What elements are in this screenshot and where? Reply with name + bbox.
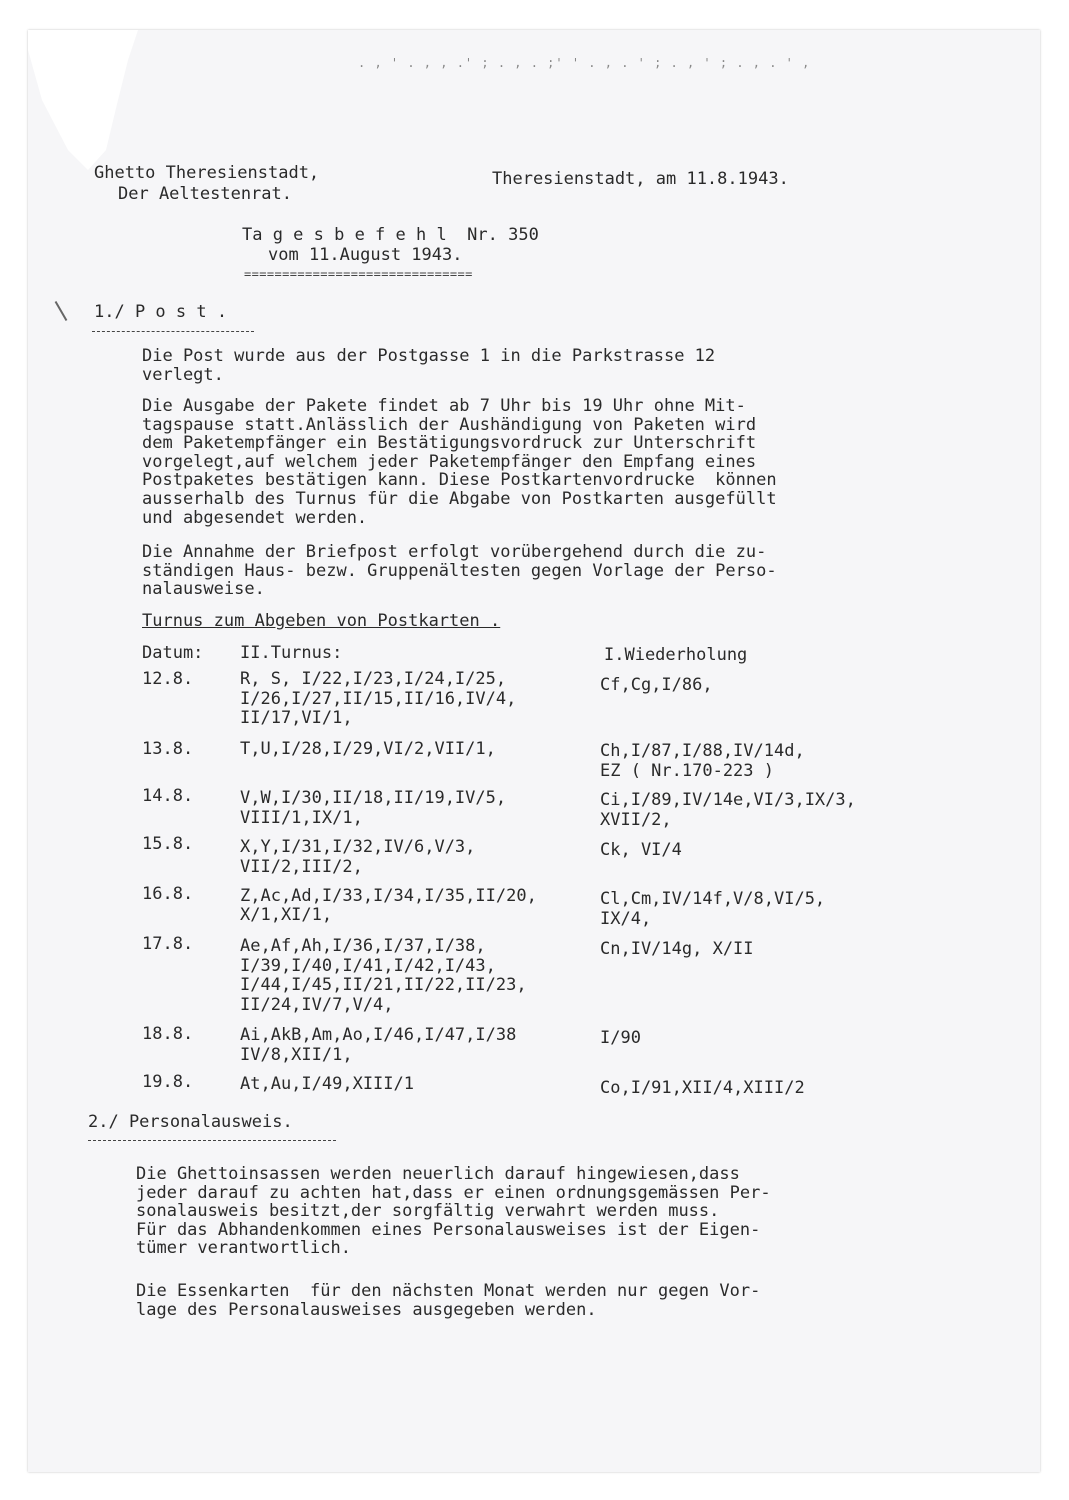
post-paragraph-1: Die Post wurde aus der Postgasse 1 in die Parkstrasse 12 verlegt. (142, 346, 716, 385)
document-date-line: vom 11.August 1943. (268, 245, 463, 265)
row-repeat: Cf,Cg,I/86, (600, 675, 713, 695)
ausweis-paragraph-1: Die Ghettoinsassen werden neuerlich darauf hingewiesen,dass jeder darauf zu achten hat,dass er einen ordnungsgemässen Per- sonalausweis besitzt,der sorgfältig verwahrt werden muss. Für das Abhandenkommen eines Personalausweises ist der Eigen- tümer verantwortlich. (136, 1164, 771, 1259)
row-repeat: Ci,I/89,IV/14e,VI/3,IX/3, XVII/2, (600, 790, 856, 830)
row-groups: R, S, I/22,I/23,I/24,I/25, I/26,I/27,II/15,II/16,IV/4, II/17,VI/1, (240, 669, 517, 728)
org-line-1: Ghetto Theresienstadt, (94, 163, 320, 183)
document-title: Ta g e s b e f e h l Nr. 350 (242, 225, 539, 245)
row-date: 19.8. (142, 1072, 194, 1092)
col-turnus-header: II.Turnus: (240, 643, 343, 663)
post-paragraph-3: Die Annahme der Briefpost erfolgt vorübergehend durch die zu- ständigen Haus- bezw. Gruppenältesten gegen Vorlage der Perso- nalausweise. (142, 542, 777, 600)
row-repeat: Cl,Cm,IV/14f,V/8,VI/5, IX/4, (600, 889, 826, 929)
col-date-header: Datum: (142, 643, 204, 663)
post-paragraph-2: Die Ausgabe der Pakete findet ab 7 Uhr bis 19 Uhr ohne Mit- tagspause statt.Anlässlich der Aushändigung von Paketen wird dem Paketempfänger ein Bestätigungsvordruck zur Unterschrift vorgelegt,auf welchem jeder Paketempfänger den Empfang eines Postpaketes bestätigen kann. Diese Postkartenvordrucke können ausserhalb des Turnus für die Abgabe von Postkarten ausgefüllt und abgesendet werden. (142, 396, 777, 528)
section-2-heading: 2./ Personalausweis. (88, 1112, 293, 1132)
row-groups: Ai,AkB,Am,Ao,I/46,I/47,I/38 IV/8,XII/1, (240, 1025, 517, 1065)
row-date: 17.8. (142, 934, 194, 954)
row-date: 12.8. (142, 669, 194, 689)
faint-bleed-through: . , ' . , , .' ; . , . ;' ' . , . ' ; . , ' ; . , . ' , (358, 56, 811, 70)
row-date: 15.8. (142, 834, 194, 854)
row-repeat: Ck, VI/4 (600, 840, 682, 860)
row-groups: X,Y,I/31,I/32,IV/6,V/3, VII/2,III/2, (240, 837, 476, 877)
row-date: 13.8. (142, 739, 194, 759)
row-date: 14.8. (142, 786, 194, 806)
section-1-underline (92, 331, 254, 332)
row-repeat: Cn,IV/14g, X/II (600, 939, 754, 959)
row-repeat: I/90 (600, 1028, 641, 1048)
schedule-heading: Turnus zum Abgeben von Postkarten . (142, 611, 501, 631)
row-groups-continued: X/1,XI/1, (240, 905, 333, 925)
title-rule: ============================== (244, 267, 473, 281)
row-date: 18.8. (142, 1024, 194, 1044)
row-groups: Z,Ac,Ad,I/33,I/34,I/35,II/20, (240, 886, 537, 906)
section-2-underline (88, 1140, 336, 1141)
row-repeat: Co,I/91,XII/4,XIII/2 (600, 1078, 805, 1098)
row-groups: At,Au,I/49,XIII/1 (240, 1074, 414, 1094)
row-groups: V,W,I/30,II/18,II/19,IV/5, VIII/1,IX/1, (240, 788, 507, 828)
org-line-2: Der Aeltestenrat. (118, 184, 292, 204)
col-repeat-header: I.Wiederholung (604, 645, 748, 665)
row-groups: Ae,Af,Ah,I/36,I/37,I/38, I/39,I/40,I/41,I/42,I/43, I/44,I/45,II/21,II/22,II/23, II/24,IV/7,V/4, (240, 936, 527, 1015)
section-1-heading: 1./ P o s t . (94, 302, 228, 322)
row-date: 16.8. (142, 884, 194, 904)
row-repeat: Ch,I/87,I/88,IV/14d, EZ ( Nr.170-223 ) (600, 741, 805, 781)
ausweis-paragraph-2: Die Essenkarten für den nächsten Monat werden nur gegen Vor- lage des Personalausweises ausgegeben werden. (136, 1281, 761, 1320)
place-date: Theresienstadt, am 11.8.1943. (492, 169, 789, 189)
row-groups: T,U,I/28,I/29,VI/2,VII/1, (240, 739, 496, 759)
